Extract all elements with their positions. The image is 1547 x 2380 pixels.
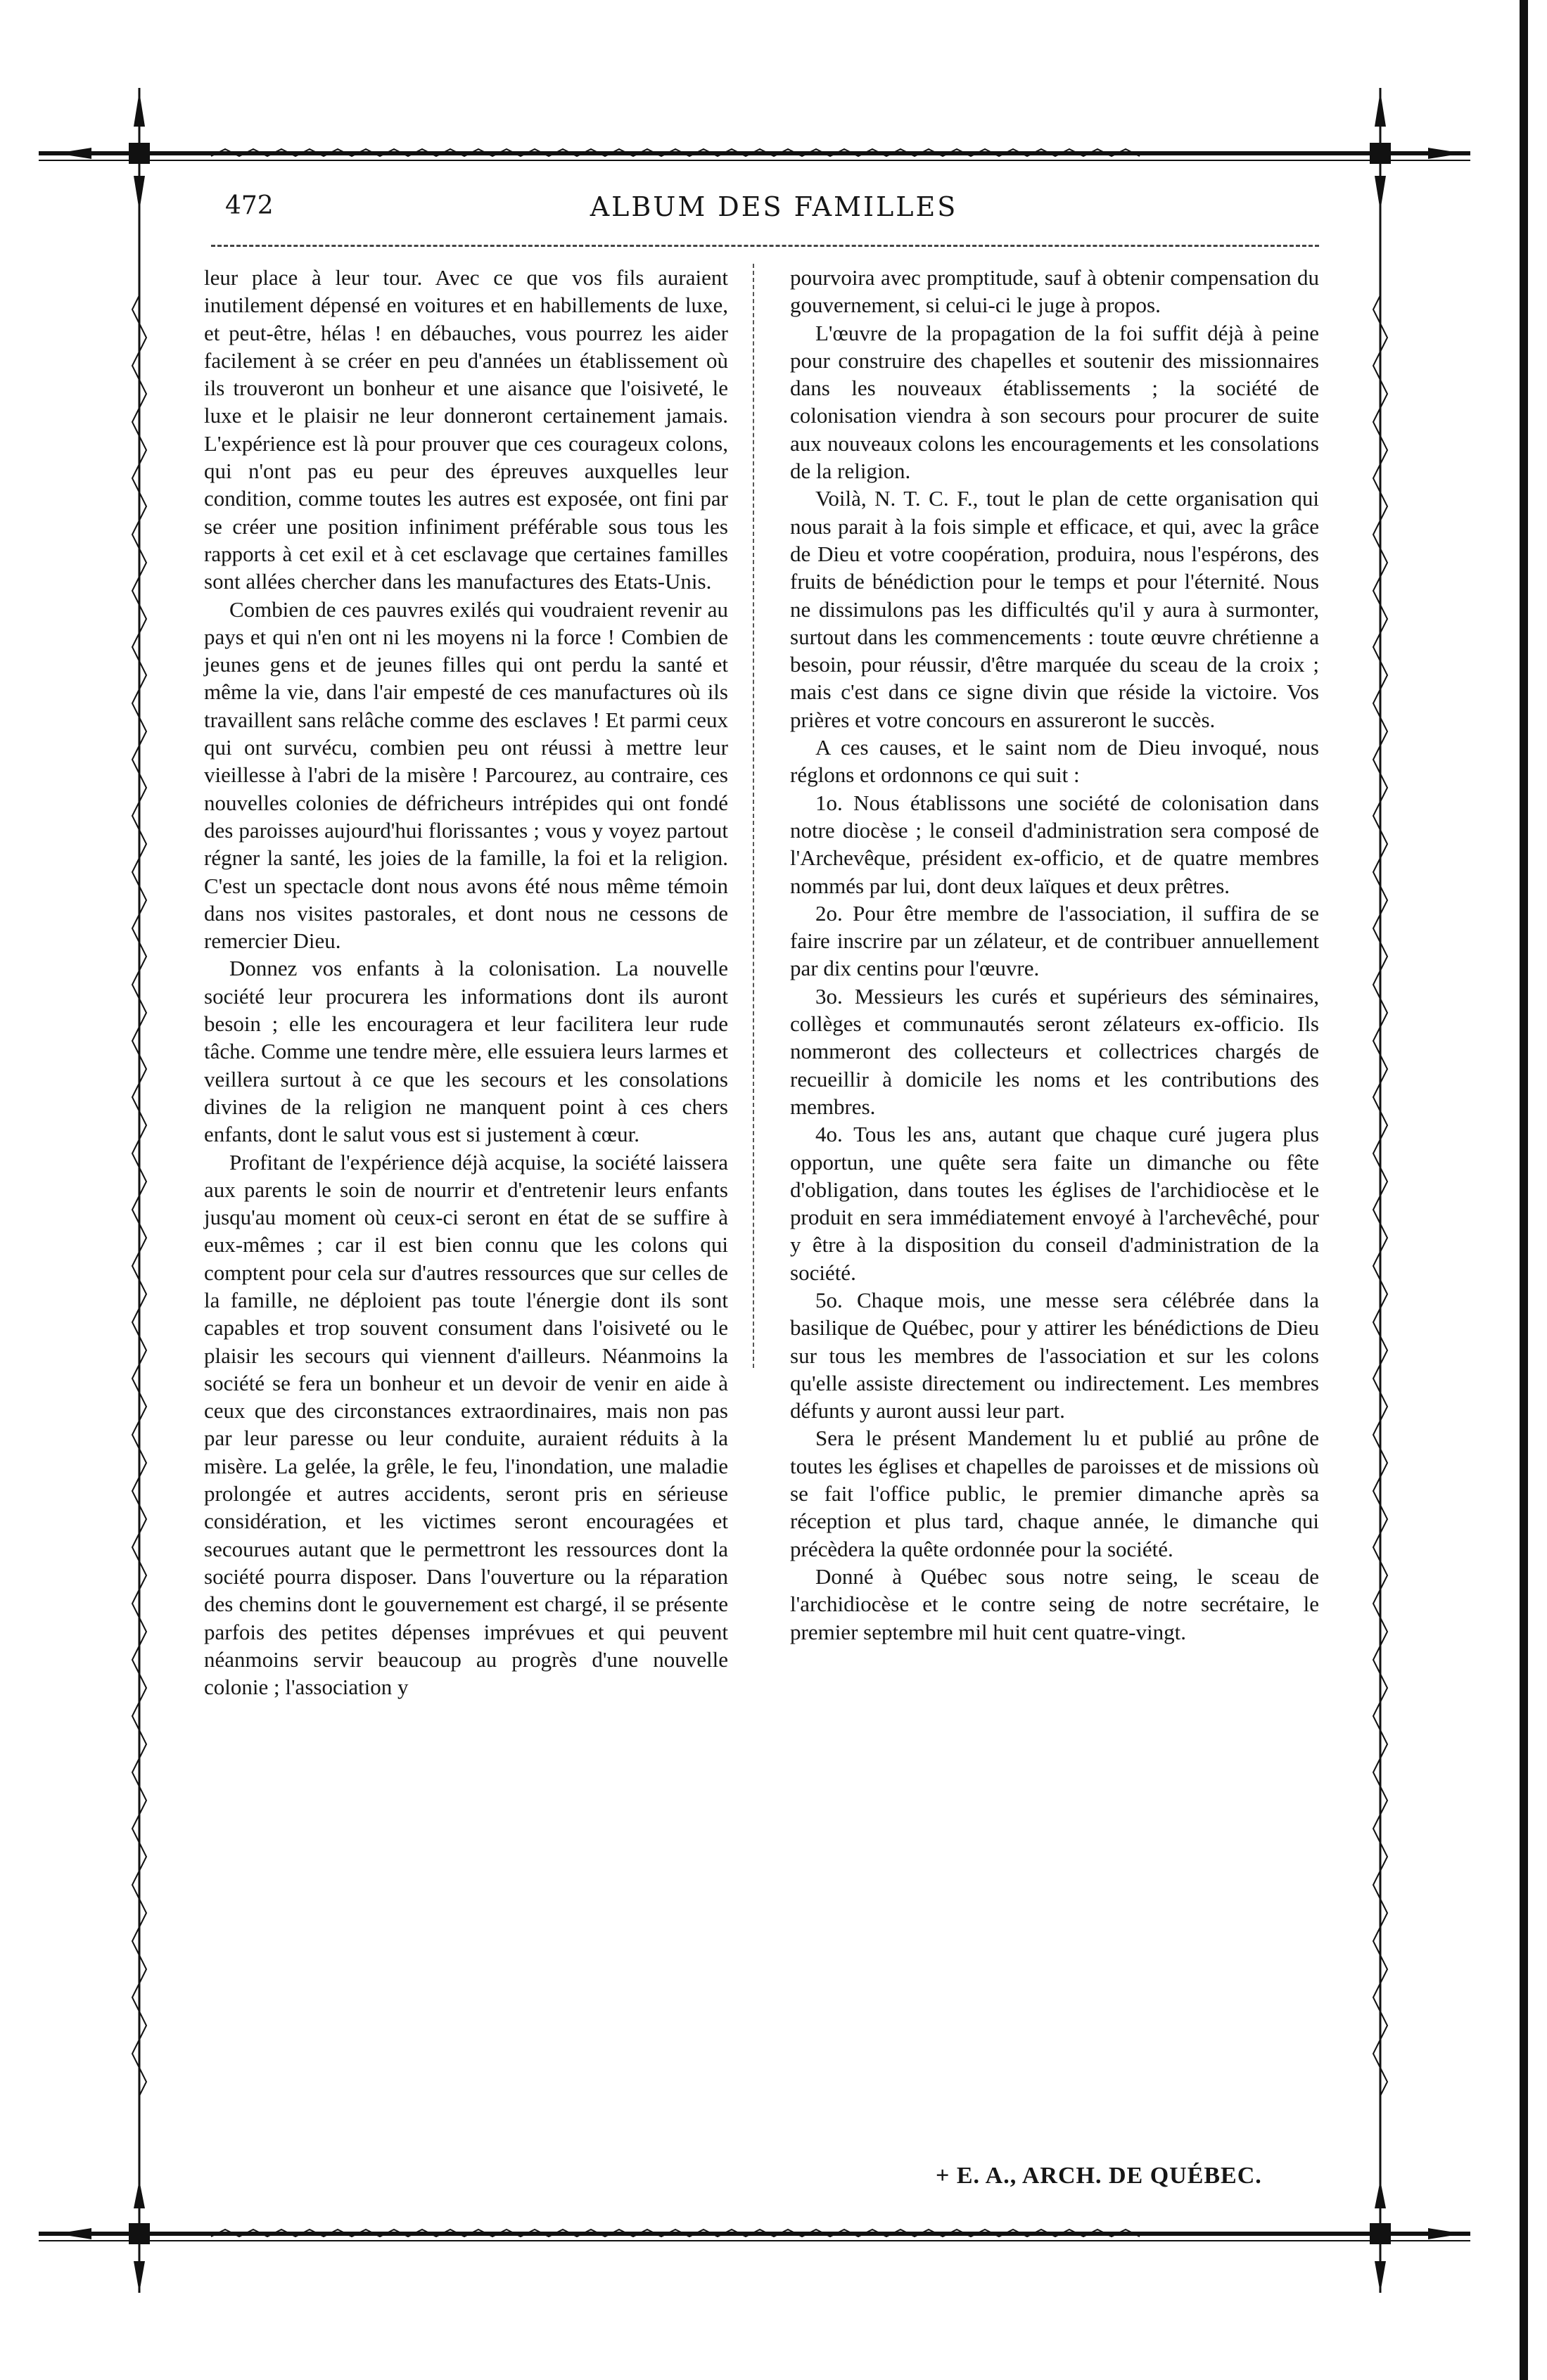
paragraph: A ces causes, et le saint nom de Dieu invoqué, nous réglons et ordonnons ce qui suit : xyxy=(790,735,1319,788)
paragraph: Voilà, N. T. C. F., tout le plan de cette organisation qui nous parait à la fois simple et efficace, et qui, avec la grâce de Dieu et votre coopération, produira, nous l'espérons, des fruits de bénédiction pour le temps et pour l'éternité. Nous ne dissimulons pas les difficultés qu'il y aura à surmonter, surtout dans les commencements : toute œuvre chrétienne a besoin, pour réussir, d'être marquée du sceau de la croix ; mais c'est dans ce signe divin que réside la victoire. Vos prières et votre concours en assureront le succès. xyxy=(790,486,1319,732)
right-column xyxy=(790,264,1319,1646)
paragraph: Profitant de l'expérience déjà acquise, la société laissera aux parents le soin de nourrir et d'entretenir leurs enfants jusqu'au moment où ceux-ci seront en état de se suffire à eux-mêmes ; car il est bien connu que les colons qui comptent pour cela sur d'autres ressources que sur celles de la famille, ne déploient pas toute l'énergie dont ils sont capables et trop souvent consument dans l'oisiveté ou le plaisir les secours qui viennent d'ailleurs. Néanmoins la société se fera un bonheur et un devoir de venir en aide à ceux que des circonstances extraordinaires, mais non pas par leur paresse ou leur conduite, auraient réduits à la misère. La gelée, la grêle, le feu, l'inondation, une maladie prolongée et autres accidents, seront pris en sérieuse considération, et les victimes seront encouragées et secourues autant que le permettront les ressources dont la société pourra disposer. Dans l'ouverture ou la réparation des chemins dont le gouvernement est chargé, il se présente parfois des petites dépenses imprévues et qui peuvent néanmoins servir beaucoup au progrès d'une nouvelle colonie ; l'association y xyxy=(204,1149,728,1700)
article-3: 3o. Messieurs les curés et supérieurs des séminaires, collèges et communautés seront zélateurs ex-officio. Ils nommeront des collecteurs et collectrices chargés de recueillir à domicile les noms et les contributions des membres. xyxy=(790,983,1319,1119)
column-divider xyxy=(753,264,754,1368)
article-1: 1o. Nous établissons une société de colonisation dans notre diocèse ; le conseil d'administration sera composé de l'Archevêque, président ex-officio, et de quatre membres nommés par lui, dont deux laïques et deux prêtres. xyxy=(790,790,1319,898)
page-title: ALBUM DES FAMILLES xyxy=(590,191,958,222)
left-column xyxy=(204,264,728,1701)
paragraph: Combien de ces pauvres exilés qui voudraient revenir au pays et qui n'en ont ni les moyens ni la force ! Combien de jeunes gens et de jeunes filles qui ont perdu la santé et même la vie, dans l'air empesté de ces manufactures où ils travaillent sans relâche comme des esclaves ! Et parmi ceux qui ont survécu, combien peu ont réussi à mettre leur vieillesse à l'abri de la misère ! Parcourez, au contraire, ces nouvelles colonies de défricheurs intrépides qui ont fondé des paroisses aujourd'hui florissantes ; vous y voyez partout régner la santé, les joies de la famille, la foi et la religion. C'est un spectacle dont nous avons été nous même témoin dans nos visites pastorales, et dont nous ne cessons de remercier Dieu. xyxy=(204,596,728,954)
paragraph: leur place à leur tour. Avec ce que vos fils auraient inutilement dépensé en voitures et en habillements de luxe, et peut-être, hélas ! en débauches, vous pourrez les aider facilement à se créer en peu d'années un établissement où ils trouveront un bonheur et une aisance que l'oisiveté, le luxe et le plaisir ne leur donneront certainement jamais. L'expérience est là pour prouver que ces courageux colons, qui n'ont pas eu peur des épreuves auxquelles leur condition, comme toutes les autres est exposée, ont fini par se créer une position infiniment préférable sous tous les rapports à cet exil et à cet esclavage que certaines familles sont allées chercher dans les manufactures des Etats-Unis. xyxy=(204,265,728,594)
running-header xyxy=(225,191,1323,233)
signature: + E. A., ARCH. DE QUÉBEC. xyxy=(936,2163,1262,2189)
paragraph: pourvoira avec promptitude, sauf à obtenir compensation du gouvernement, si celui-ci le juge à propos. xyxy=(790,265,1319,318)
article-2: 2o. Pour être membre de l'association, il suffira de se faire inscrire par un zélateur, et de contribuer annuellement par dix centins pour l'œuvre. xyxy=(790,900,1319,981)
article-5: 5o. Chaque mois, une messe sera célébrée dans la basilique de Québec, pour y attirer les bénédictions de Dieu sur tous les membres de l'association et sur les colons qu'elle assiste directement ou indirectement. Les membres défunts y auront aussi leur part. xyxy=(790,1287,1319,1423)
paragraph: Sera le présent Mandement lu et publié au prône de toutes les églises et chapelles de paroisses et de missions où se fait l'office public, le premier dimanche après sa réception et plus tard, chaque année, le dimanche qui précèdera la quête ordonnée pour la société. xyxy=(790,1426,1319,1561)
header-rule xyxy=(211,245,1319,247)
page-number: 472 xyxy=(225,191,274,220)
paragraph: Donnez vos enfants à la colonisation. La nouvelle société leur procurera les informations dont ils auront besoin ; elle les encouragera et leur facilitera leur rude tâche. Comme une tendre mère, elle essuiera leurs larmes et veillera surtout à ce que les secours et les consolations divines de la religion ne manquent point à ces chers enfants, dont le salut vous est si justement à cœur. xyxy=(204,956,728,1147)
paragraph: L'œuvre de la propagation de la foi suffit déjà à peine pour construire des chapelles et soutenir des missionnaires dans les nouveaux établissements ; la société de colonisation viendra à son secours pour procurer de suite aux nouveaux colons les encouragements et les consolations de la religion. xyxy=(790,320,1319,484)
article-4: 4o. Tous les ans, autant que chaque curé jugera plus opportun, une quête sera faite un dimanche ou fête d'obligation, dans toutes les églises de l'archidiocèse et le produit en sera immédiatement envoyé à l'archevêché, pour y être à la disposition du conseil d'administration de la société. xyxy=(790,1122,1319,1285)
paragraph: Donné à Québec sous notre seing, le sceau de l'archidiocèse et le contre seing de notre secrétaire, le premier septembre mil huit cent quatre-vingt. xyxy=(790,1563,1319,1644)
